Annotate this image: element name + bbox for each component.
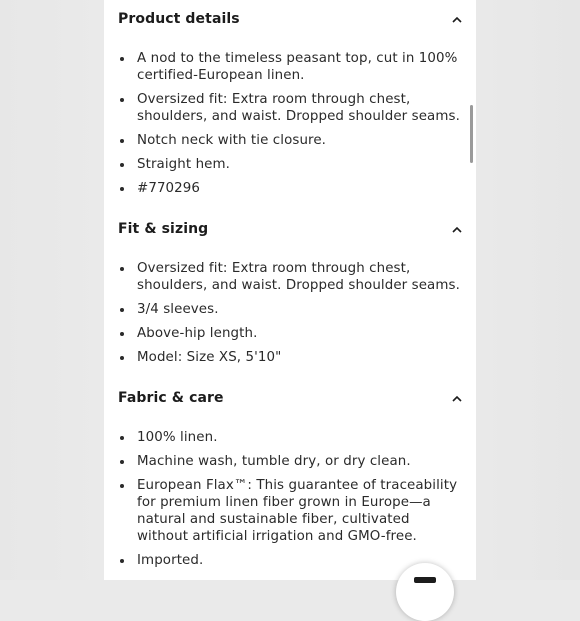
section-title: Fit & sizing [118, 221, 209, 237]
list-item: 3/4 sleeves. [118, 301, 464, 318]
list-item: Machine wash, tumble dry, or dry clean. [118, 453, 464, 470]
list-item: A nod to the timeless peasant top, cut in 100% certified-European linen. [118, 50, 464, 84]
accordion-header-fabric-care[interactable] [118, 388, 464, 412]
list-item: Above-hip length. [118, 325, 464, 342]
chat-icon [414, 577, 436, 583]
chevron-up-icon[interactable] [450, 223, 464, 237]
product-details-list [118, 50, 464, 204]
list-item: Imported. [118, 552, 464, 569]
section-title: Product details [118, 11, 240, 27]
accordion-header-product-details[interactable] [118, 9, 464, 33]
list-item: Oversized fit: Extra room through chest, shoulders, and waist. Dropped shoulder seams. [118, 91, 464, 125]
accordion-header-fit-sizing[interactable] [118, 219, 464, 243]
list-item: Model: Size XS, 5'10" [118, 349, 464, 366]
list-item: Oversized fit: Extra room through chest, shoulders, and waist. Dropped shoulder seams. [118, 260, 464, 294]
section-title: Fabric & care [118, 390, 224, 406]
list-item: Notch neck with tie closure. [118, 132, 464, 149]
list-item: European Flax™: This guarantee of traceability for premium linen fiber grown in Europe—a natural and sustainable fiber, cultivated without artificial irrigation and GMO-free. [118, 477, 464, 545]
chevron-up-icon[interactable] [450, 392, 464, 406]
product-info-panel [104, 0, 476, 580]
floating-action-button[interactable] [396, 563, 454, 621]
list-item: Straight hem. [118, 156, 464, 173]
chevron-up-icon[interactable] [450, 13, 464, 27]
fabric-care-list [118, 429, 464, 576]
fit-sizing-list [118, 260, 464, 373]
list-item: #770296 [118, 180, 464, 197]
list-item: 100% linen. [118, 429, 464, 446]
scrollbar-thumb[interactable] [470, 105, 473, 163]
